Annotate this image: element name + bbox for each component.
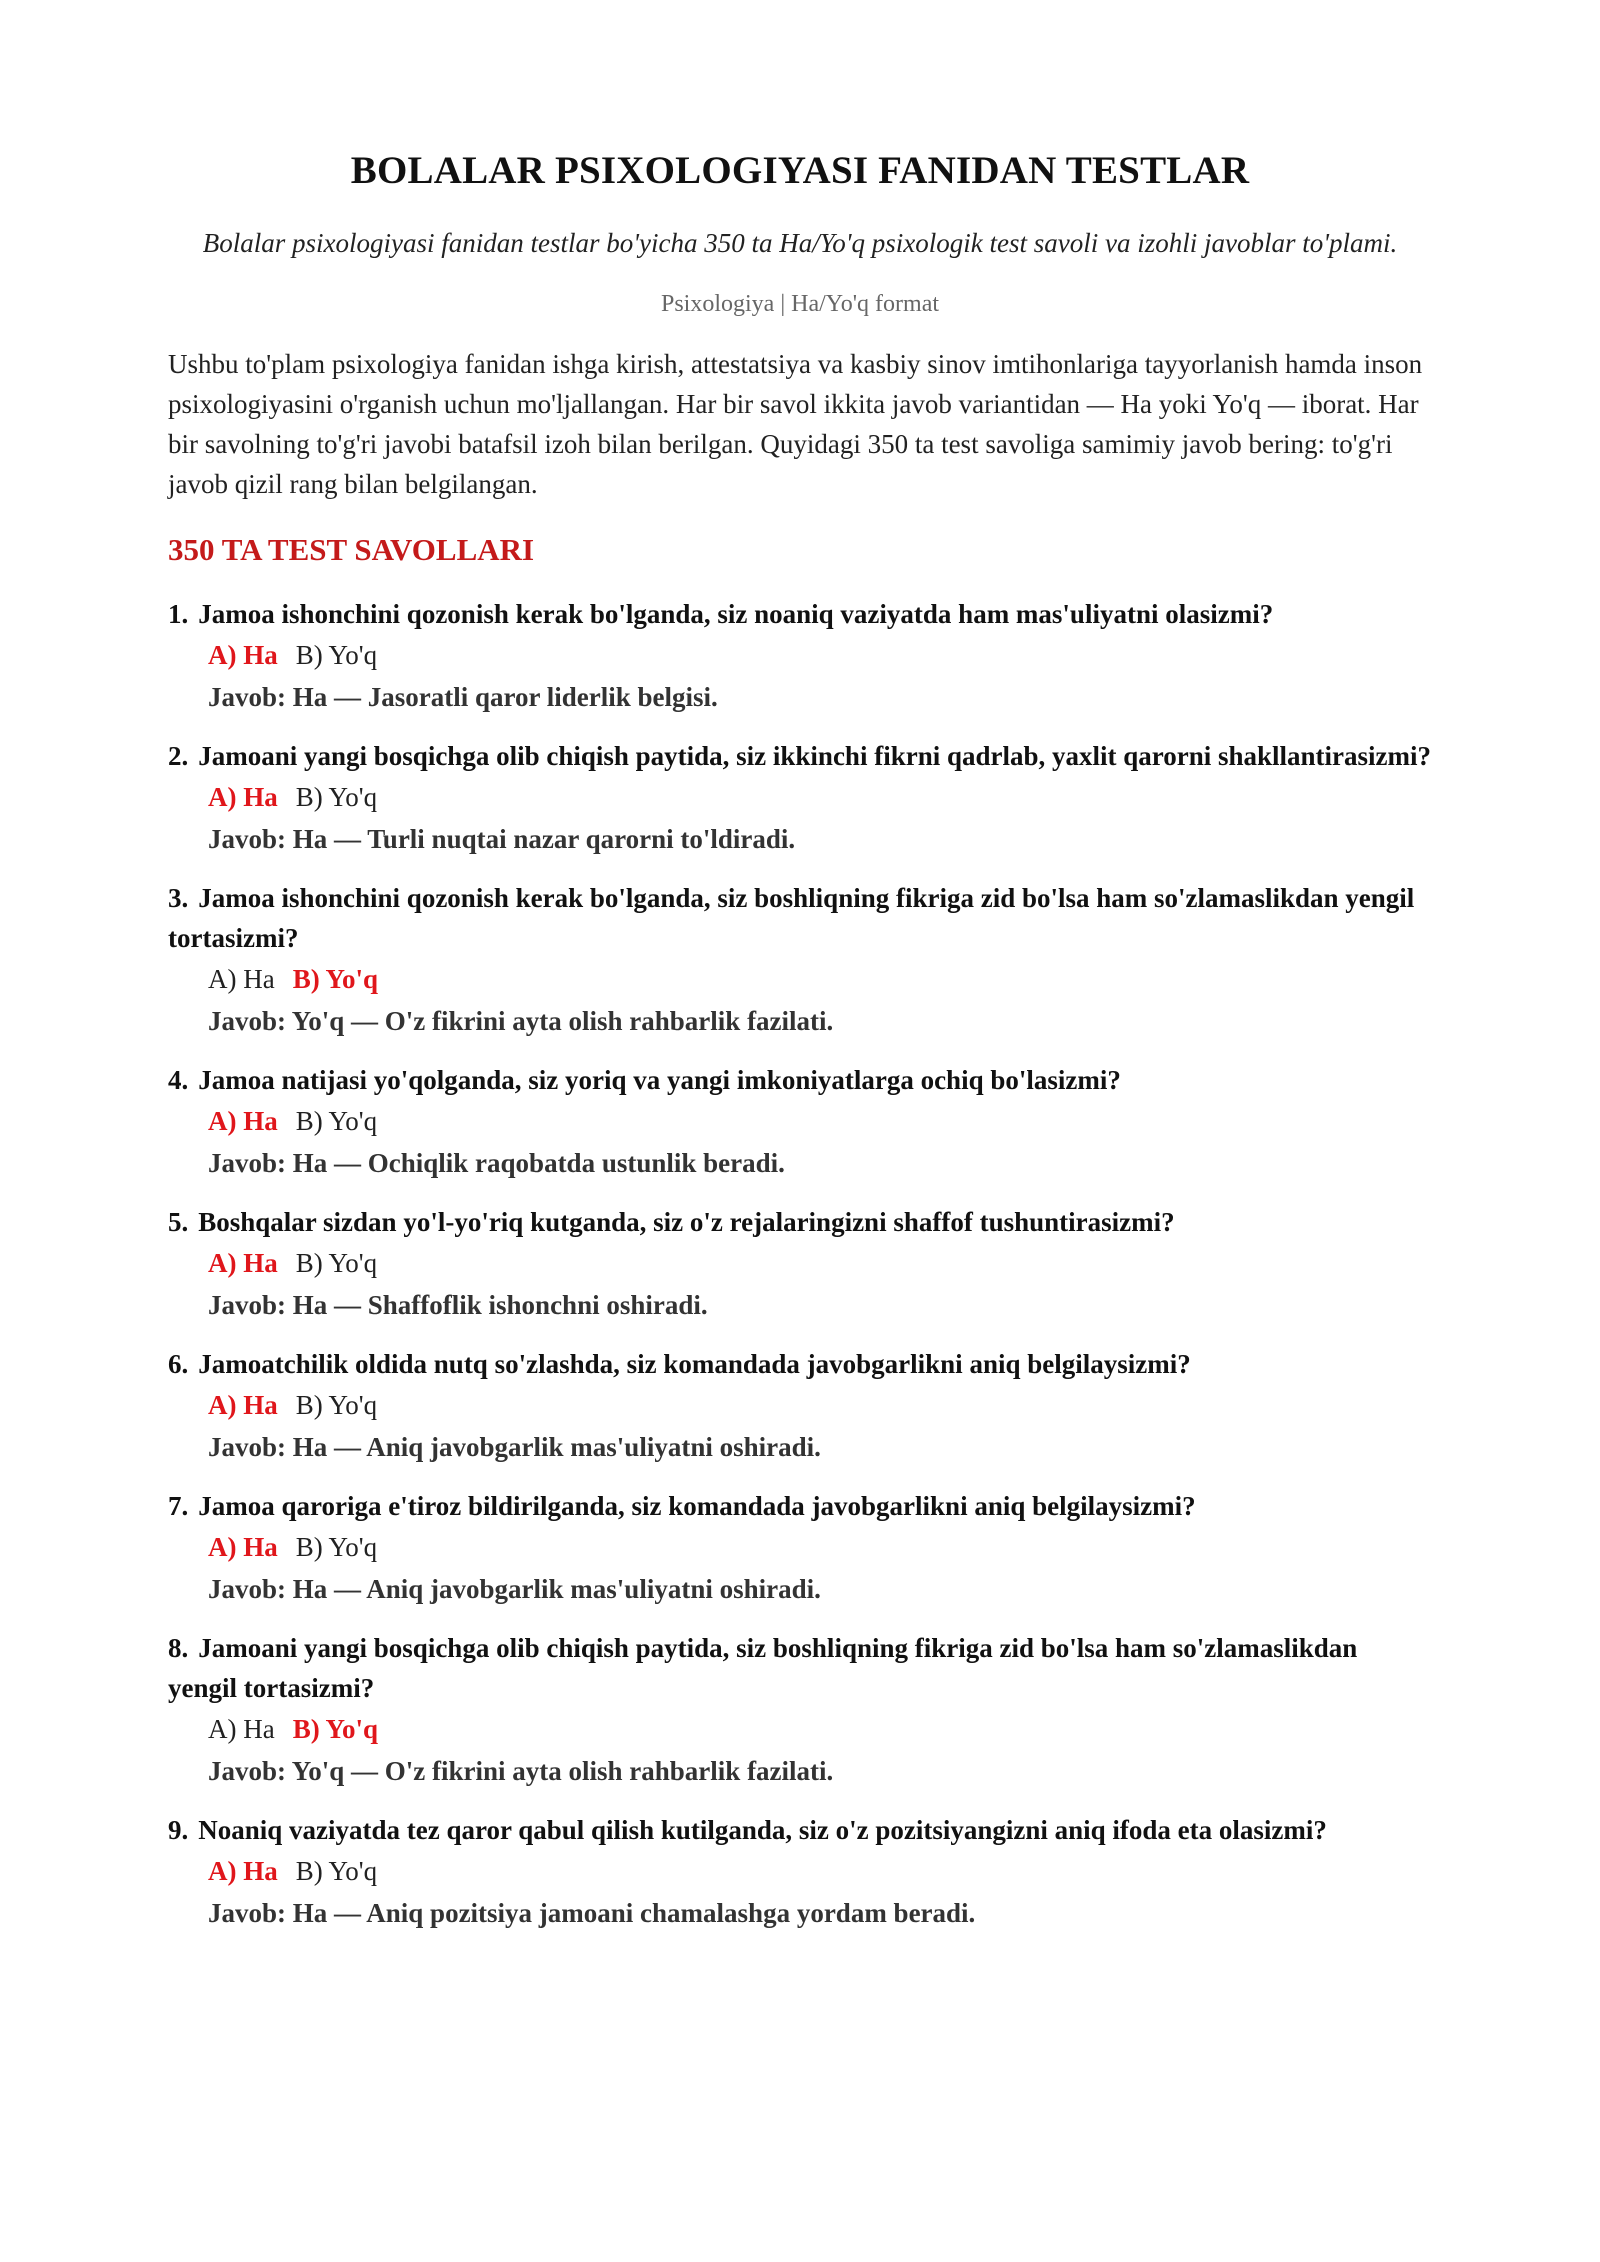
answer-options: [168, 1526, 1432, 1568]
option-a: A) Ha: [208, 782, 278, 812]
option-b: B) Yo'q: [292, 1714, 379, 1744]
option-a: A) Ha: [208, 1106, 278, 1136]
option-a: A) Ha: [208, 964, 275, 994]
option-b: B) Yo'q: [295, 1856, 378, 1886]
document-category: Psixologiya | Ha/Yo'q format: [660, 291, 940, 317]
answer-explanation: Javob: Ha — Jasoratli qaror liderlik belgisi.: [208, 682, 718, 712]
question-text: Jamoa ishonchini qozonish kerak bo'lganda, siz boshliqning fikriga zid bo'lsa ham so'zlamaslikdan yengil tortasizmi?: [168, 883, 1415, 953]
answer-options: [168, 958, 1432, 1000]
question-text: Jamoa qaroriga e'tiroz bildirilganda, siz komandada javobgarlikni aniq belgilaysizmi?: [198, 1491, 1196, 1521]
question-number: 3.: [168, 883, 189, 913]
answer-explanation: Javob: Ha — Shaffoflik ishonchni oshiradi.: [208, 1290, 708, 1320]
answer-explanation: Javob: Ha — Turli nuqtai nazar qarorni to'ldiradi.: [208, 824, 796, 854]
answer-options: [168, 776, 1432, 818]
question-number: 7.: [168, 1491, 189, 1521]
question-item: [168, 594, 1432, 718]
question-text-line: [168, 1060, 1432, 1100]
question-text-line: [168, 1628, 1432, 1708]
question-item: [168, 1202, 1432, 1326]
option-b: B) Yo'q: [295, 1390, 378, 1420]
document-subtitle: Bolalar psixologiyasi fanidan testlar bo'yicha 350 ta Ha/Yo'q psixologik test savoli va izohli javoblar to'plami.: [202, 228, 1398, 258]
answer-explanation: Javob: Ha — Aniq pozitsiya jamoani chamalashga yordam beradi.: [208, 1898, 976, 1928]
option-b: B) Yo'q: [295, 782, 378, 812]
question-number: 4.: [168, 1065, 189, 1095]
question-list: [168, 594, 1432, 1934]
question-text: Jamoa ishonchini qozonish kerak bo'lganda, siz noaniq vaziyatda ham mas'uliyatni olasizmi?: [198, 599, 1274, 629]
option-a: A) Ha: [208, 1714, 275, 1744]
option-b: B) Yo'q: [295, 1248, 378, 1278]
option-a: A) Ha: [208, 640, 278, 670]
answer-options: [168, 1708, 1432, 1750]
question-number: 2.: [168, 741, 189, 771]
option-a: A) Ha: [208, 1390, 278, 1420]
question-item: [168, 1810, 1432, 1934]
answer-explanation: Javob: Ha — Aniq javobgarlik mas'uliyatni oshiradi.: [208, 1432, 821, 1462]
answer-options: [168, 1850, 1432, 1892]
question-number: 5.: [168, 1207, 189, 1237]
option-a: A) Ha: [208, 1248, 278, 1278]
question-text-line: [168, 736, 1432, 776]
question-text-line: [168, 1486, 1432, 1526]
question-number: 8.: [168, 1633, 189, 1663]
question-number: 9.: [168, 1815, 189, 1845]
document-title: BOLALAR PSIXOLOGIYASI FANIDAN TESTLAR: [350, 149, 1250, 192]
section-heading: 350 TA TEST SAVOLLARI: [168, 532, 535, 567]
question-text-line: [168, 594, 1432, 634]
answer-explanation: Javob: Yo'q — O'z fikrini ayta olish rahbarlik fazilati.: [208, 1006, 834, 1036]
answer-options: [168, 1242, 1432, 1284]
option-a: A) Ha: [208, 1532, 278, 1562]
answer-options: [168, 634, 1432, 676]
question-text: Jamoani yangi bosqichga olib chiqish paytida, siz boshliqning fikriga zid bo'lsa ham so'zlamaslikdan yengil tortasizmi?: [168, 1633, 1358, 1703]
question-item: [168, 1486, 1432, 1610]
question-item: [168, 1628, 1432, 1792]
answer-options: [168, 1384, 1432, 1426]
question-text: Jamoa natijasi yo'qolganda, siz yoriq va yangi imkoniyatlarga ochiq bo'lasizmi?: [198, 1065, 1121, 1095]
option-b: B) Yo'q: [292, 964, 379, 994]
option-b: B) Yo'q: [295, 640, 378, 670]
question-text: Jamoani yangi bosqichga olib chiqish paytida, siz ikkinchi fikrni qadrlab, yaxlit qarorni shakllantirasizmi?: [198, 741, 1432, 771]
question-text-line: [168, 1810, 1432, 1850]
question-item: [168, 1344, 1432, 1468]
question-text-line: [168, 1344, 1432, 1384]
question-text-line: [168, 878, 1432, 958]
question-text: Noaniq vaziyatda tez qaror qabul qilish kutilganda, siz o'z pozitsiyangizni aniq ifoda eta olasizmi?: [198, 1815, 1327, 1845]
answer-explanation: Javob: Ha — Aniq javobgarlik mas'uliyatni oshiradi.: [208, 1574, 821, 1604]
option-a: A) Ha: [208, 1856, 278, 1886]
question-text: Boshqalar sizdan yo'l-yo'riq kutganda, siz o'z rejalaringizni shaffof tushuntirasizmi?: [198, 1207, 1175, 1237]
question-number: 1.: [168, 599, 189, 629]
question-item: [168, 878, 1432, 1042]
question-number: 6.: [168, 1349, 189, 1379]
question-item: [168, 1060, 1432, 1184]
answer-options: [168, 1100, 1432, 1142]
answer-explanation: Javob: Yo'q — O'z fikrini ayta olish rahbarlik fazilati.: [208, 1756, 834, 1786]
question-item: [168, 736, 1432, 860]
option-b: B) Yo'q: [295, 1532, 378, 1562]
intro-paragraph: Ushbu to'plam psixologiya fanidan ishga kirish, attestatsiya va kasbiy sinov imtihonlariga tayyorlanish hamda inson psixologiyasini o'rganish uchun mo'ljallangan. Har bir savol ikkita javob variantidan — Ha yoki Yo'q — iborat. Har bir savolning to'g'ri javobi batafsil izoh bilan berilgan. Quyidagi 350 ta test savoliga samimiy javob bering: to'g'ri javob qizil rang bilan belgilangan.: [168, 349, 1423, 499]
question-text: Jamoatchilik oldida nutq so'zlashda, siz komandada javobgarlikni aniq belgilaysizmi?: [198, 1349, 1191, 1379]
question-text-line: [168, 1202, 1432, 1242]
option-b: B) Yo'q: [295, 1106, 378, 1136]
answer-explanation: Javob: Ha — Ochiqlik raqobatda ustunlik beradi.: [208, 1148, 785, 1178]
